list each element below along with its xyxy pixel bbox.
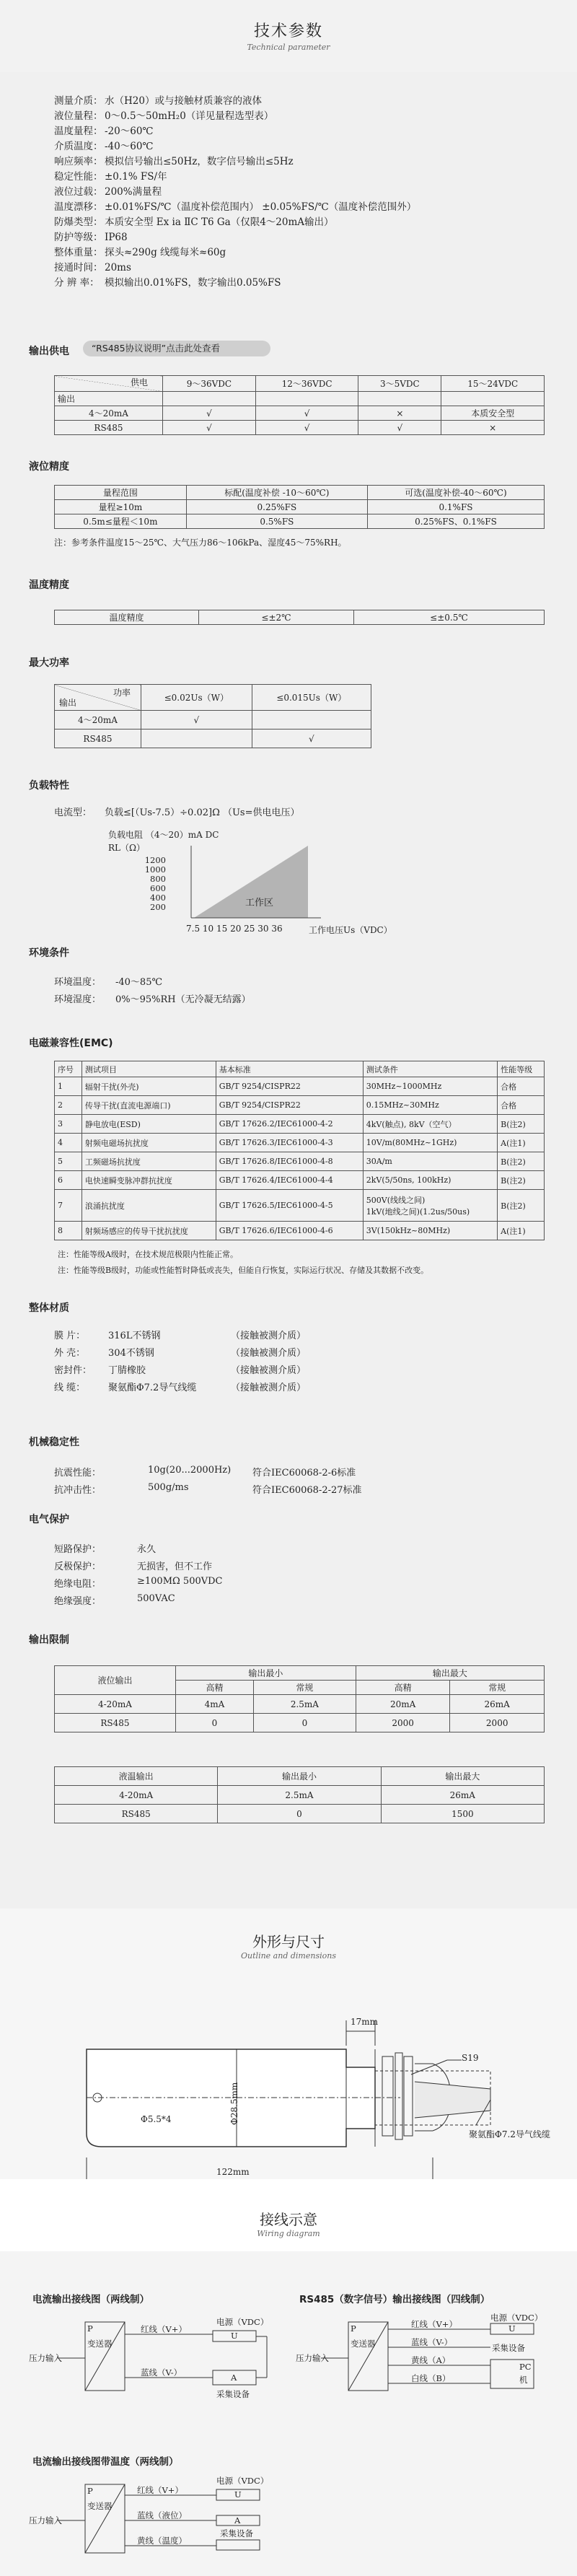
label-s19: S19	[462, 2053, 479, 2063]
emc-cell: 静电放电(ESD)	[82, 1115, 216, 1134]
emc-cell: A(注1)	[498, 1222, 545, 1240]
material-note: （接触被测介质）	[231, 1348, 307, 1359]
cell: 0.5%FS	[186, 514, 367, 529]
cell: ×	[358, 406, 441, 421]
spec-key: 温度漂移：	[54, 201, 103, 213]
mech-key: 抗冲击性：	[54, 1485, 102, 1496]
load-yticks	[144, 856, 166, 912]
emc-cell: 辐射干扰(外壳)	[82, 1077, 216, 1096]
material-value: 聚氨酯Φ7.2导气线缆	[108, 1383, 197, 1393]
spec-value: ±0.1% FS/年	[105, 171, 167, 183]
emc-cell: B(注2)	[498, 1190, 545, 1222]
page-title: 技术参数	[253, 22, 323, 40]
wiring-d2-title: RS485（数字信号）输出接线图（四线制）	[299, 2294, 490, 2305]
d3-a: A	[234, 2515, 241, 2525]
emc-cell: B(注2)	[498, 1152, 545, 1171]
d3-p: P	[87, 2486, 93, 2496]
dim-17: 17mm	[351, 2017, 379, 2027]
power-col: 9～36VDC	[163, 376, 256, 392]
emc-cell: 工频磁场抗扰度	[82, 1152, 216, 1171]
cell: 2.5mA	[218, 1786, 381, 1805]
emc-cell: 30MHz~1000MHz	[363, 1077, 497, 1096]
d2-pc: PC	[519, 2362, 532, 2372]
emc-cell-line: 1kV(地线之间)(1.2us/50us)	[366, 1206, 470, 1217]
d3-u: U	[234, 2489, 242, 2500]
d2-collect: 采集设备	[492, 2343, 525, 2353]
spec-key: 响应频率：	[54, 156, 103, 167]
outline-subtitle: Outline and dimensions	[241, 1951, 336, 1961]
emc-cell: GB/T 17626.8/IEC61000-4-8	[216, 1152, 363, 1171]
section-limits: 输出限制	[29, 1634, 69, 1646]
spec-row	[54, 109, 416, 124]
limits-table-level	[54, 1665, 545, 1732]
d2-p: P	[351, 2323, 356, 2334]
spec-key: 防爆类型：	[54, 216, 103, 228]
limits-header: 液位输出	[55, 1666, 176, 1695]
emc-cell: 4	[55, 1134, 82, 1152]
spec-row	[54, 124, 416, 139]
emc-row	[55, 1077, 545, 1096]
spec-value: 模拟输出0.01%FS，数字输出0.05%FS	[105, 277, 281, 289]
power-row-name: 4～20mA	[55, 406, 163, 421]
max-power-table	[54, 684, 371, 748]
limits-header: 输出最大	[381, 1767, 544, 1786]
section-load: 负载特性	[29, 780, 69, 792]
cell: 26mA	[450, 1695, 545, 1714]
load-ylabel-unit: RL（Ω）	[108, 843, 145, 853]
spec-value: 20ms	[105, 262, 131, 273]
cell: √	[255, 421, 358, 435]
emc-cell: 传导干扰(直流电源端口)	[82, 1096, 216, 1115]
spec-value: IP68	[105, 232, 128, 243]
ytick: 200	[150, 902, 166, 912]
limits-sub: 高精	[175, 1681, 253, 1695]
d2-white: 白线（B）	[411, 2373, 451, 2383]
section-max-power: 最大功率	[29, 657, 69, 669]
wiring-lines	[0, 2179, 577, 2576]
spec-value: 探头≈290g 线缆每米≈60g	[105, 247, 226, 258]
cell: 0.25%FS、0.1%FS	[367, 514, 544, 529]
spec-value: 200%满量程	[105, 186, 162, 198]
limits-table-temp	[54, 1766, 545, 1823]
dim-length: 122mm	[216, 2167, 250, 2177]
cell: 4-20mA	[55, 1695, 176, 1714]
emc-row	[55, 1134, 545, 1152]
emc-header: 基本标准	[216, 1061, 363, 1077]
section-accuracy: 液位精度	[29, 461, 69, 473]
material-note: （接触被测介质）	[231, 1365, 307, 1376]
d3-blue: 蓝线（液位）	[137, 2510, 187, 2520]
emc-header: 测试项目	[82, 1061, 216, 1077]
outline-section	[0, 1909, 577, 2179]
material-value: 丁腈橡胶	[108, 1365, 146, 1376]
emc-cell: 3	[55, 1115, 82, 1134]
d1-p: P	[87, 2323, 93, 2334]
d1-box: 变送器	[87, 2339, 113, 2349]
d3-collect: 采集设备	[220, 2528, 253, 2538]
emc-row	[55, 1222, 545, 1240]
emc-cell: GB/T 9254/CISPR22	[216, 1096, 363, 1115]
d1-input: 压力输入	[29, 2353, 62, 2363]
spec-row	[54, 200, 416, 215]
d2-u: U	[508, 2323, 516, 2334]
section-temp-accuracy: 温度精度	[29, 579, 69, 591]
power-col: 15～24VDC	[441, 376, 545, 392]
d2-machine: 机	[519, 2375, 528, 2385]
cell: 0	[175, 1714, 253, 1732]
diag-bottom-label: 输出	[59, 698, 77, 708]
env-temp-key: 环境温度：	[54, 977, 102, 988]
power-diag-cell	[55, 376, 163, 392]
cell: √	[252, 730, 371, 748]
wiring-subtitle: Wiring diagram	[257, 2229, 320, 2238]
section-material: 整体材质	[29, 1302, 69, 1314]
spec-value: 模拟信号输出≤50Hz，数字信号输出≤5Hz	[105, 156, 294, 167]
emc-cell: 合格	[498, 1077, 545, 1096]
emc-cell: 2	[55, 1096, 82, 1115]
cell: 2000	[356, 1714, 450, 1732]
spec-row	[54, 170, 416, 185]
page-subtitle: Technical parameter	[247, 43, 330, 52]
emc-cell: B(注2)	[498, 1115, 545, 1134]
wiring-section	[0, 2179, 577, 2576]
cell: ×	[441, 421, 545, 435]
emc-header: 性能等级	[498, 1061, 545, 1077]
material-key: 外 壳：	[54, 1348, 86, 1359]
diag-bottom-label: 输出	[58, 394, 76, 404]
cell: 量程≥10m	[55, 500, 187, 514]
emc-cell: B(注2)	[498, 1171, 545, 1190]
emc-row	[55, 1171, 545, 1190]
spec-row	[54, 260, 416, 276]
acc-header: 量程范围	[55, 486, 187, 500]
spec-key: 温度量程：	[54, 126, 103, 137]
d1-power: 电源（VDC）	[216, 2317, 269, 2327]
power-col: ≤0.02Us（W）	[141, 685, 252, 711]
d3-yellow: 黄线（温度）	[137, 2536, 187, 2546]
d2-input: 压力输入	[296, 2353, 329, 2363]
cell: √	[163, 406, 256, 421]
ytick: 600	[150, 883, 166, 893]
spec-band	[0, 72, 577, 1909]
load-ylabel: 负载电阻 （4～20）mA DC	[108, 830, 219, 840]
spec-value: 本质安全型 Ex ia ⅡC T6 Ga（仅限4～20mA输出）	[105, 216, 334, 228]
spec-key: 防护等级：	[54, 232, 103, 243]
env-humidity-value: 0%～95%RH（无冷凝无结露）	[115, 994, 251, 1005]
mech-note: 符合IEC60068-2-6标准	[252, 1468, 356, 1478]
limits-sub: 常规	[254, 1681, 356, 1695]
outline-title: 外形与尺寸	[252, 1933, 325, 1950]
material-note: （接触被测介质）	[231, 1383, 307, 1393]
d1-red: 红线（V+）	[141, 2324, 187, 2334]
emc-cell: 浪涌抗扰度	[82, 1190, 216, 1222]
d2-red: 红线（V+）	[411, 2319, 457, 2329]
emc-cell: 6	[55, 1171, 82, 1190]
emc-cell-line: 500V(线线之间)	[366, 1195, 426, 1205]
emc-cell: 30A/m	[363, 1152, 497, 1171]
emc-row	[55, 1190, 545, 1222]
cell	[252, 711, 371, 730]
power-col: 3～5VDC	[358, 376, 441, 392]
diag-top-label: 供电	[130, 377, 148, 387]
power-col: 12～36VDC	[255, 376, 358, 392]
spec-value: 0～0.5～50mH₂0（详见量程选型表）	[105, 110, 274, 122]
d3-power: 电源（VDC）	[216, 2476, 269, 2486]
spec-row	[54, 154, 416, 170]
spec-row	[54, 185, 416, 200]
d3-box: 变送器	[87, 2501, 113, 2511]
header	[0, 0, 577, 72]
material-key: 膜 片：	[54, 1331, 86, 1341]
protect-value: 无损害，但不工作	[137, 1561, 213, 1572]
material-key: 线 缆：	[54, 1383, 86, 1393]
row-name: 4～20mA	[55, 711, 141, 730]
emc-header: 序号	[55, 1061, 82, 1077]
label-cable: 聚氨酯Φ7.2导气线缆	[469, 2129, 550, 2139]
working-area-label: 工作区	[245, 898, 274, 908]
emc-cell: 3V(150kHz~80MHz)	[363, 1222, 497, 1240]
spec-key: 液位量程：	[54, 110, 103, 122]
spec-row	[54, 230, 416, 245]
d2-box: 变送器	[351, 2339, 376, 2349]
spec-row	[54, 94, 416, 109]
section-emc: 电磁兼容性(EMC)	[29, 1038, 113, 1049]
dim-diameter: Φ28.5mm	[229, 2082, 239, 2125]
d2-yellow: 黄线（A）	[411, 2355, 451, 2365]
protect-value: 500VAC	[137, 1593, 175, 1604]
spec-value: -40～60℃	[105, 141, 154, 152]
d1-u: U	[231, 2331, 238, 2341]
emc-cell: GB/T 9254/CISPR22	[216, 1077, 363, 1096]
section-protect: 电气保护	[29, 1514, 69, 1525]
cell: 1500	[381, 1805, 544, 1823]
emc-cell: 7	[55, 1190, 82, 1222]
power-diag-cell	[55, 685, 141, 711]
spec-key: 介质温度：	[54, 141, 103, 152]
mech-key: 抗震性能：	[54, 1468, 102, 1478]
diag-top-label: 功率	[113, 688, 131, 698]
protect-key: 反极保护：	[54, 1561, 102, 1572]
spec-key: 分 辨 率：	[54, 277, 100, 289]
limits-sub: 常规	[450, 1681, 545, 1695]
spec-row	[54, 139, 416, 154]
cell: RS485	[55, 1805, 218, 1823]
emc-cell: 1	[55, 1077, 82, 1096]
ytick: 1200	[144, 855, 166, 865]
limits-sub: 高精	[356, 1681, 450, 1695]
wiring-title: 接线示意	[260, 2211, 317, 2228]
power-col: ≤0.015Us（W）	[252, 685, 371, 711]
material-value: 304不锈钢	[108, 1348, 154, 1359]
load-xlabel: 工作电压Us（VDC）	[309, 925, 392, 935]
spec-row	[54, 276, 416, 291]
spec-list	[54, 94, 416, 291]
material-note: （接触被测介质）	[231, 1331, 307, 1341]
limits-header: 液温输出	[55, 1767, 218, 1786]
d1-blue: 蓝线（V-）	[141, 2367, 182, 2378]
cell: 0.1%FS	[367, 500, 544, 514]
emc-cell: 0.15MHz~30MHz	[363, 1096, 497, 1115]
limits-header: 输出最小	[218, 1767, 381, 1786]
load-formula-label: 电流型：	[54, 807, 92, 818]
cell: 0.5m≤量程＜10m	[55, 514, 187, 529]
emc-cell: GB/T 17626.4/IEC61000-4-4	[216, 1171, 363, 1190]
load-formula: 负载≤[（Us-7.5）÷0.02]Ω （Us=供电电压）	[105, 807, 300, 818]
cell: 0	[218, 1805, 381, 1823]
protect-key: 绝缘强度：	[54, 1596, 102, 1607]
emc-cell: 5	[55, 1152, 82, 1171]
protect-value: 永久	[137, 1544, 157, 1555]
spec-key: 稳定性能：	[54, 171, 103, 183]
cell: 4-20mA	[55, 1786, 218, 1805]
rs485-link-banner[interactable]: “RS485协议说明”点击此处查看	[83, 341, 270, 356]
section-mech: 机械稳定性	[29, 1437, 79, 1448]
wiring-d3-title: 电流输出接线图带温度（两线制）	[32, 2456, 179, 2468]
spec-value: ±0.01%FS/℃（温度补偿范围内） ±0.05%FS/℃（温度补偿范围外）	[105, 201, 417, 213]
emc-cell: GB/T 17626.5/IEC61000-4-5	[216, 1190, 363, 1222]
spec-value: -20～60℃	[105, 126, 154, 137]
cell: 温度精度	[55, 610, 199, 625]
emc-cell: 10V/m(80MHz~1GHz)	[363, 1134, 497, 1152]
wiring-d1-title: 电流输出接线图（两线制）	[32, 2294, 149, 2305]
section-power: 输出供电	[29, 346, 69, 357]
ytick: 800	[150, 874, 166, 884]
limits-header: 输出最大	[356, 1666, 544, 1681]
accuracy-note: 注：参考条件温度15～25℃、大气压力86～106kPa、湿度45～75%RH。	[54, 538, 347, 548]
d1-a: A	[231, 2373, 237, 2383]
d3-red: 红线（V+）	[137, 2485, 183, 2495]
cell: 2000	[450, 1714, 545, 1732]
emc-cell: 2kV(5/50ns, 100kHz)	[363, 1171, 497, 1190]
emc-table	[54, 1061, 545, 1240]
protect-value: ≥100MΩ 500VDC	[137, 1576, 223, 1587]
dim-hole: Φ5.5*4	[141, 2114, 172, 2124]
cell: 20mA	[356, 1695, 450, 1714]
acc-header: 可选(温度补偿-40～60℃)	[367, 486, 544, 500]
d3-input: 压力输入	[29, 2515, 62, 2525]
cell: 0.25%FS	[186, 500, 367, 514]
load-chart	[169, 846, 335, 922]
temp-accuracy-table	[54, 610, 545, 625]
emc-note-a: 注：性能等级A级时，在技术规范极限内性能正常。	[58, 1250, 238, 1259]
cell: √	[163, 421, 256, 435]
mech-value: 500g/ms	[148, 1482, 189, 1493]
emc-note-b: 注：性能等级B级时，功能或性能暂时降低或丧失，但能自行恢复，实际运行状况、存储及其数据不改变。	[58, 1266, 429, 1275]
env-humidity-key: 环境湿度：	[54, 994, 102, 1005]
material-key: 密封件：	[54, 1365, 92, 1376]
emc-cell: A(注1)	[498, 1134, 545, 1152]
acc-header: 标配(温度补偿 -10～60℃)	[186, 486, 367, 500]
cell: √	[141, 711, 252, 730]
emc-cell: 射频电磁场抗扰度	[82, 1134, 216, 1152]
protect-key: 短路保护：	[54, 1544, 102, 1555]
d2-blue: 蓝线（V-）	[411, 2337, 453, 2347]
cell: √	[358, 421, 441, 435]
ytick: 400	[150, 893, 166, 903]
row-name: RS485	[55, 730, 141, 748]
spec-value: 水（H20）或与接触材质兼容的液体	[105, 95, 262, 107]
power-table	[54, 375, 545, 435]
spec-key: 整体重量：	[54, 247, 103, 258]
limits-header: 输出最小	[175, 1666, 356, 1681]
mech-value: 10g(20...2000Hz)	[148, 1465, 232, 1476]
emc-cell: 8	[55, 1222, 82, 1240]
emc-row	[55, 1115, 545, 1134]
ytick: 1000	[144, 864, 166, 875]
material-value: 316L不锈钢	[108, 1331, 161, 1341]
emc-row	[55, 1096, 545, 1115]
spec-row	[54, 245, 416, 260]
cell: 0	[254, 1714, 356, 1732]
spec-key: 测量介质：	[54, 95, 103, 107]
section-env: 环境条件	[29, 947, 69, 959]
cell: 4mA	[175, 1695, 253, 1714]
emc-header: 测试条件	[363, 1061, 497, 1077]
cell: √	[255, 406, 358, 421]
emc-header-row	[55, 1061, 545, 1077]
cell: ≤±0.5℃	[353, 610, 544, 625]
spec-row	[54, 215, 416, 230]
emc-cell: GB/T 17626.6/IEC61000-4-6	[216, 1222, 363, 1240]
d1-collect: 采集设备	[216, 2389, 250, 2399]
cell: RS485	[55, 1714, 176, 1732]
emc-cell: 4kV(触点), 8kV（空气）	[363, 1115, 497, 1134]
emc-cell: GB/T 17626.2/IEC61000-4-2	[216, 1115, 363, 1134]
emc-cell: 射频场感应的传导干扰抗扰度	[82, 1222, 216, 1240]
d2-power: 电源（VDC）	[490, 2313, 543, 2323]
env-temp-value: -40～85℃	[115, 977, 163, 988]
emc-cell: 电快速瞬变脉冲群抗扰度	[82, 1171, 216, 1190]
protect-key: 绝缘电阻：	[54, 1579, 102, 1590]
emc-cell: GB/T 17626.3/IEC61000-4-3	[216, 1134, 363, 1152]
power-row-name: RS485	[55, 421, 163, 435]
cell: 本质安全型	[441, 406, 545, 421]
emc-row	[55, 1152, 545, 1171]
emc-cell: 合格	[498, 1096, 545, 1115]
emc-cell	[363, 1190, 497, 1222]
cell: 26mA	[381, 1786, 544, 1805]
cell: ≤±2℃	[199, 610, 354, 625]
accuracy-table	[54, 485, 545, 529]
mech-note: 符合IEC60068-2-27标准	[252, 1485, 362, 1496]
cell	[141, 730, 252, 748]
cell: 2.5mA	[254, 1695, 356, 1714]
spec-key: 液位过载：	[54, 186, 103, 198]
load-xticks: 7.5 10 15 20 25 30 36	[186, 924, 283, 934]
spec-key: 接通时间：	[54, 262, 103, 273]
